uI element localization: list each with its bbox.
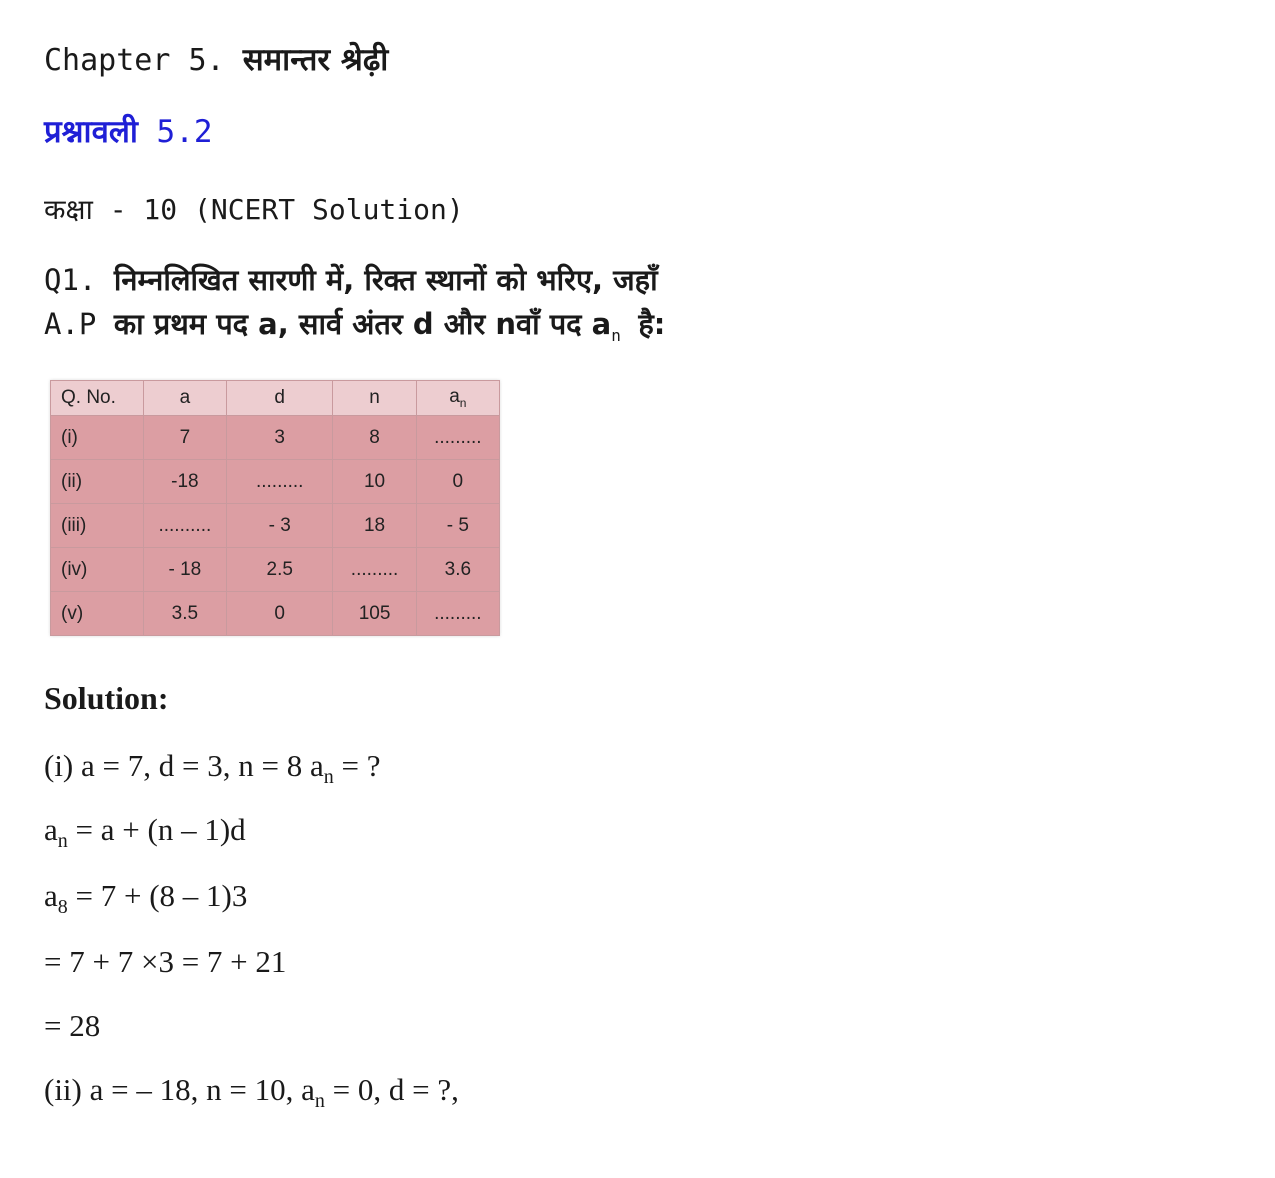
table-row (51, 548, 500, 592)
question-text (44, 258, 665, 358)
solution-line (44, 748, 380, 789)
solution-line-text: = a + (n – 1)d (67, 812, 246, 847)
solution-line (44, 1008, 100, 1044)
solution-line-text: = 7 + 7 ×3 = 7 + 21 (44, 944, 287, 979)
table-cell: 18 (333, 504, 416, 548)
table-header-cell: Q. No. (51, 381, 144, 416)
table-header-cell-an (416, 381, 499, 416)
table-cell: 3.6 (416, 548, 499, 592)
table-row (51, 504, 500, 548)
chapter-name: समान्तर श्रेढ़ी (242, 42, 389, 78)
question-line-1-text: निम्नलिखित सारणी में, रिक्त स्थानों को भरिए, जहाँ (113, 263, 658, 297)
table-header-cell: a (143, 381, 226, 416)
table-cell: - 5 (416, 504, 499, 548)
question-line-2-prefix: A.P (44, 307, 97, 341)
table-cell: - 18 (143, 548, 226, 592)
solution-line-sub: n (323, 766, 334, 789)
table-cell: 105 (333, 592, 416, 636)
solution-line-text: a (44, 878, 58, 913)
table-cell: (v) (51, 592, 144, 636)
solution-line-sub: 8 (57, 896, 68, 919)
table-cell: ......... (416, 592, 499, 636)
table-cell: ......... (333, 548, 416, 592)
solution-line-sub: n (314, 1090, 325, 1113)
table-cell: ......... (227, 460, 333, 504)
solution-line-text: (i) a = 7, d = 3, n = 8 a (44, 748, 324, 783)
solution-line-text: (ii) a = – 18, n = 10, a (44, 1072, 315, 1107)
solution-line-text: = 0, d = ?, (324, 1072, 459, 1107)
exercise-word: प्रश्नावली (44, 114, 138, 150)
solution-line-text: = 7 + (8 – 1)3 (67, 878, 248, 913)
question-line-1 (44, 258, 665, 302)
solution-line-text: = 28 (44, 1008, 101, 1043)
table-header-row (51, 381, 500, 416)
header-an-base: a (449, 386, 460, 408)
solution-heading: Solution: (44, 680, 169, 716)
question-line-2-sub: n (611, 325, 621, 345)
table-row (51, 460, 500, 504)
question-number: Q1. (44, 263, 97, 297)
ap-table (50, 380, 500, 636)
table-cell: 3.5 (143, 592, 226, 636)
question-line-2-end: है: (638, 307, 666, 341)
table-cell: 2.5 (227, 548, 333, 592)
table-cell: (iii) (51, 504, 144, 548)
table-cell: ......... (416, 416, 499, 460)
table-cell: (ii) (51, 460, 144, 504)
question-line-2-text: का प्रथम पद a, सार्व अंतर d और nवाँ पद a (113, 307, 612, 341)
table-cell: 7 (143, 416, 226, 460)
exercise-title (44, 110, 213, 152)
table-row (51, 592, 500, 636)
class-word: कक्षा (44, 193, 93, 226)
table-cell: 8 (333, 416, 416, 460)
table-row (51, 416, 500, 460)
header-an-sub: n (459, 395, 467, 410)
table-header-cell: n (333, 381, 416, 416)
class-rest: - 10 (NCERT Solution) (92, 193, 464, 226)
solution-line (44, 812, 246, 853)
table-cell: - 3 (227, 504, 333, 548)
question-line-2 (44, 302, 665, 358)
table-header-cell: d (227, 381, 333, 416)
table-cell: 10 (333, 460, 416, 504)
chapter-label: Chapter 5. (44, 43, 225, 78)
table-cell: (i) (51, 416, 144, 460)
table-cell: (iv) (51, 548, 144, 592)
solution-line (44, 878, 247, 919)
table-cell: 0 (227, 592, 333, 636)
table-cell: 3 (227, 416, 333, 460)
table-cell: -18 (143, 460, 226, 504)
solution-line (44, 944, 286, 980)
table-cell: 0 (416, 460, 499, 504)
chapter-title (44, 38, 388, 80)
solution-line-text: a (44, 812, 58, 847)
table-cell: .......... (143, 504, 226, 548)
exercise-number: 5.2 (156, 114, 213, 150)
solution-line-sub: n (57, 830, 68, 853)
solution-line (44, 1072, 459, 1113)
solution-line-text: = ? (333, 748, 381, 783)
class-line (44, 190, 464, 228)
